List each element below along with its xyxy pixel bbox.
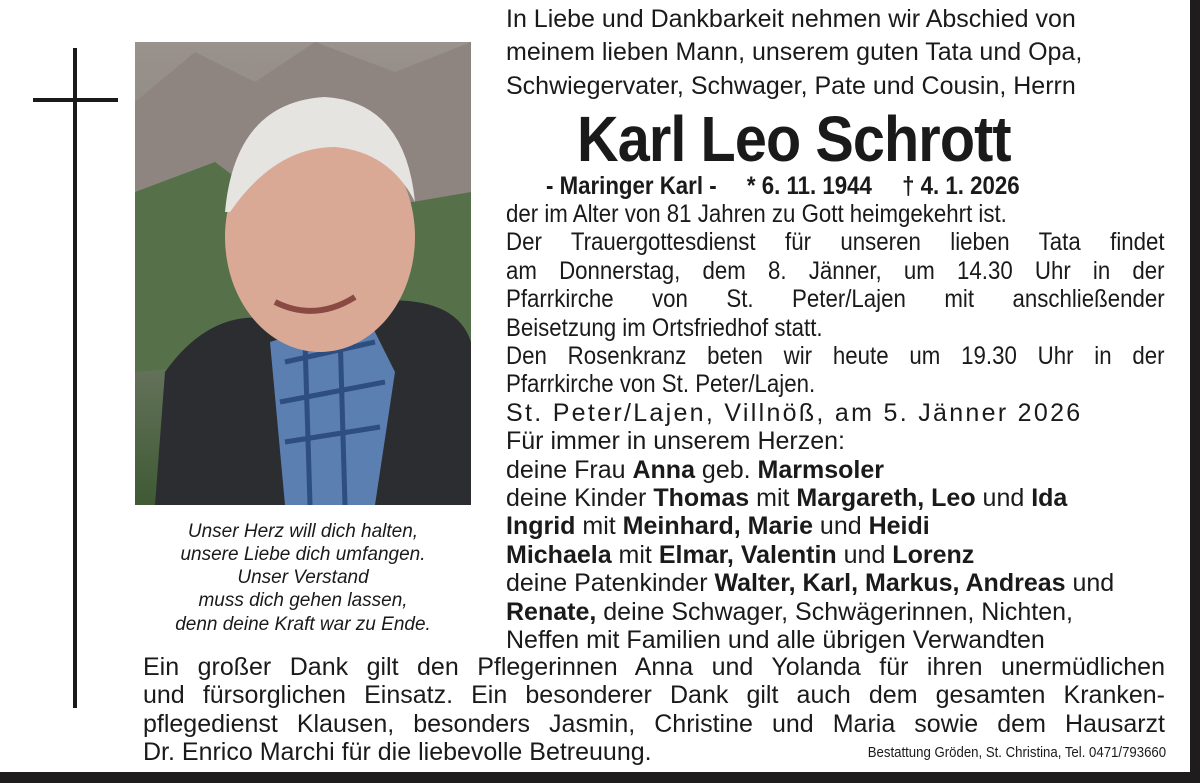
family-name: Anna [632,456,695,484]
cross-icon-bar [33,98,118,102]
family-name: Meinhard, Marie [622,512,813,540]
text-segment: Pfarrkirche von St. Peter/Lajen. [506,370,816,398]
family-name: Margareth, Leo [796,484,976,512]
text-segment: deine Frau [506,456,633,484]
family-name: Lorenz [892,541,975,569]
text-segment: Beisetzung im Ortsfriedhof statt. [506,314,823,342]
text-segment: und [812,512,869,540]
text-segment: geb. [694,456,758,484]
text-segment: Den Rosenkranz beten wir heute um 19.30 Uhr in der [506,342,1165,370]
body-line [506,568,1114,598]
thanks-line: Dr. Enrico Marchi für die liebevolle Betreuung. [143,738,652,766]
body-line [506,227,1165,257]
text-segment: der im Alter von 81 Jahren zu Gott heimgekehrt ist. [506,200,1007,228]
text-segment: Neffen mit Familien und alle übrigen Verwandten [506,626,1045,654]
text-segment: deine Patenkinder [506,569,715,597]
body-line [506,341,1165,371]
body-line [506,597,1073,627]
text-segment: St. Peter/Lajen, Villnöß, am 5. Jänner 2026 [506,399,1083,427]
text-segment: Pfarrkirche von St. Peter/Lajen mit anschließender [506,285,1165,313]
verse-line: Unser Verstand [237,567,369,588]
birth-date: * 6. 11. 1944 [746,172,872,200]
deceased-name: Karl Leo Schrott [577,103,1011,175]
verse-line: denn deine Kraft war zu Ende. [175,614,431,635]
body-line [506,284,1165,314]
text-segment: mit [749,484,797,512]
body-line [506,540,974,570]
body-line [506,369,815,399]
body-line [506,426,845,456]
thanks-line: und fürsorglichen Einsatz. Ein besonderer Dank gilt auch dem gesamten Kranken- [143,681,1165,709]
text-segment: am Donnerstag, dem 8. Jänner, um 14.30 Uhr in der [506,257,1165,285]
verse-line: muss dich gehen lassen, [198,590,408,611]
cross-icon [73,48,77,708]
text-segment: Für immer in unserem Herzen: [506,427,845,455]
family-name: Elmar, Valentin [658,541,837,569]
body-line [506,483,1067,513]
verse-line: Unser Herz will dich halten, [187,521,419,542]
intro-line: In Liebe und Dankbarkeit nehmen wir Abschied von [506,5,1076,33]
family-name: Heidi [868,512,930,540]
text-segment: deine Kinder [506,484,654,512]
text-segment: deine Schwager, Schwägerinnen, Nichten, [596,598,1073,626]
body-line [506,256,1165,286]
body-line [506,625,1045,655]
text-segment: mit [575,512,623,540]
text-segment: und [1065,569,1115,597]
family-name: Michaela [506,541,612,569]
funeral-home-contact: Bestattung Gröden, St. Christina, Tel. 0471/793660 [867,744,1166,761]
text-segment: mit [611,541,659,569]
text-segment: Der Trauergottesdienst für unseren lieben Tata findet [506,228,1165,256]
text-segment: und [975,484,1032,512]
life-dates [546,171,1020,201]
intro-line: Schwiegervater, Schwager, Pate und Cousin, Herrn [506,72,1076,100]
body-line [506,313,823,343]
family-name: Ida [1031,484,1068,512]
thanks-line: Ein großer Dank gilt den Pflegerinnen Anna und Yolanda für ihren unermüdlichen [143,653,1165,681]
thanks-line: pflegedienst Klausen, besonders Jasmin, Christine und Maria sowie dem Hausarzt [143,710,1165,738]
portrait-photo [135,42,471,505]
body-line [506,398,1083,428]
body-line [506,511,930,541]
family-name: Thomas [653,484,750,512]
nickname: - Maringer Karl - [546,172,717,200]
family-name: Walter, Karl, Markus, Andreas [714,569,1066,597]
body-line [506,199,1007,229]
intro-line: meinem lieben Mann, unserem guten Tata und Opa, [506,38,1083,66]
text-segment: und [836,541,893,569]
verse-line: unsere Liebe dich umfangen. [180,544,426,565]
death-date: † 4. 1. 2026 [902,172,1020,200]
family-name: Marmsoler [757,456,884,484]
family-name: Ingrid [506,512,576,540]
body-line [506,455,884,485]
family-name: Renate, [506,598,597,626]
